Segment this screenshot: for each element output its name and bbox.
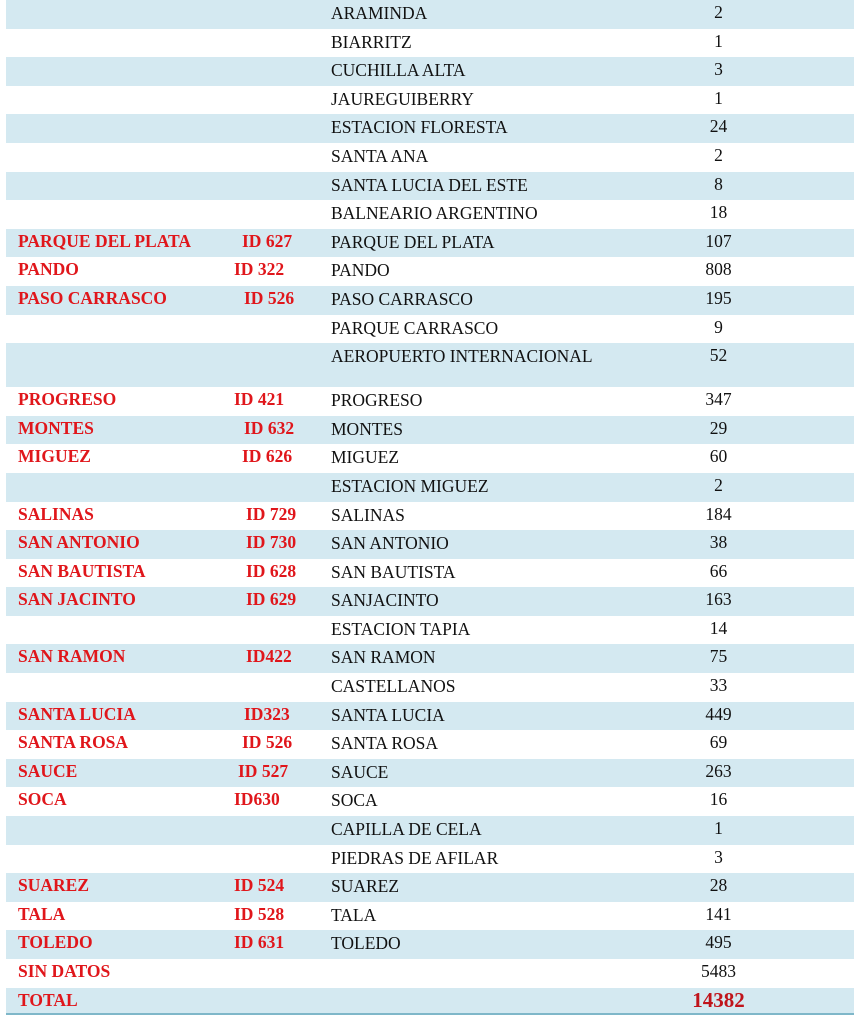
table-row: [6, 229, 854, 258]
town-name-cell: SIN DATOS: [6, 959, 222, 988]
town-id-cell: [222, 315, 318, 344]
town-name-cell: [6, 0, 222, 29]
town-id-cell: [222, 200, 318, 229]
town-name-cell: TOLEDO: [6, 930, 222, 959]
case-count-cell: 1: [683, 816, 854, 845]
case-count-cell: 1: [683, 29, 854, 58]
case-count-cell: 195: [683, 286, 854, 315]
cases-by-locality-table: [6, 0, 854, 1015]
locality-cell: MONTES: [318, 416, 683, 445]
town-id-cell: [222, 959, 318, 988]
locality-cell: PARQUE DEL PLATA: [318, 229, 683, 258]
town-name-cell: [6, 114, 222, 143]
table-row: [6, 315, 854, 344]
town-id-cell: [222, 673, 318, 702]
locality-cell: AEROPUERTO INTERNACIONAL: [318, 343, 683, 387]
locality-cell: SAN ANTONIO: [318, 530, 683, 559]
locality-cell: BIARRITZ: [318, 29, 683, 58]
table-row: [6, 114, 854, 143]
town-name-cell: PROGRESO: [6, 387, 222, 416]
town-name-cell: [6, 57, 222, 86]
case-count-cell: 9: [683, 315, 854, 344]
town-name-cell: [6, 343, 222, 387]
table-row: [6, 172, 854, 201]
case-count-cell: 2: [683, 143, 854, 172]
town-name-cell: SANTA LUCIA: [6, 702, 222, 731]
case-count-cell: 28: [683, 873, 854, 902]
town-id-cell: [222, 343, 318, 387]
town-id-cell: [222, 845, 318, 874]
case-count-cell: 2: [683, 473, 854, 502]
cases-table-container: [6, 0, 854, 1015]
town-id-cell: ID422: [222, 644, 318, 673]
case-count-cell: 24: [683, 114, 854, 143]
town-id-cell: ID630: [222, 787, 318, 816]
table-row: [6, 759, 854, 788]
table-row: [6, 787, 854, 816]
locality-cell: TALA: [318, 902, 683, 931]
town-id-cell: ID 628: [222, 559, 318, 588]
town-name-cell: SAN RAMON: [6, 644, 222, 673]
town-name-cell: SANTA ROSA: [6, 730, 222, 759]
case-count-cell: 449: [683, 702, 854, 731]
table-row: [6, 502, 854, 531]
town-name-cell: SAN JACINTO: [6, 587, 222, 616]
locality-cell: SAUCE: [318, 759, 683, 788]
locality-cell: JAUREGUIBERRY: [318, 86, 683, 115]
town-name-cell: [6, 845, 222, 874]
town-name-cell: [6, 200, 222, 229]
table-row: [6, 930, 854, 959]
case-count-cell: 8: [683, 172, 854, 201]
case-count-cell: 60: [683, 444, 854, 473]
locality-cell: ESTACION MIGUEZ: [318, 473, 683, 502]
town-name-cell: [6, 473, 222, 502]
town-name-cell: [6, 673, 222, 702]
locality-cell: CAPILLA DE CELA: [318, 816, 683, 845]
locality-cell: SAN BAUTISTA: [318, 559, 683, 588]
table-row: [6, 57, 854, 86]
case-count-cell: 52: [683, 343, 854, 387]
town-id-cell: [222, 473, 318, 502]
table-row: [6, 444, 854, 473]
locality-cell: CUCHILLA ALTA: [318, 57, 683, 86]
case-count-cell: 14: [683, 616, 854, 645]
locality-cell: TOLEDO: [318, 930, 683, 959]
case-count-cell: 5483: [683, 959, 854, 988]
town-name-cell: [6, 143, 222, 172]
total-value: 14382: [683, 988, 854, 1014]
town-name-cell: [6, 29, 222, 58]
town-name-cell: [6, 315, 222, 344]
case-count-cell: 16: [683, 787, 854, 816]
town-name-cell: [6, 616, 222, 645]
town-id-cell: ID 730: [222, 530, 318, 559]
case-count-cell: 2: [683, 0, 854, 29]
town-id-cell: ID 632: [222, 416, 318, 445]
table-row: [6, 673, 854, 702]
total-label: TOTAL: [6, 988, 222, 1014]
town-name-cell: [6, 172, 222, 201]
table-row: [6, 644, 854, 673]
table-row: [6, 387, 854, 416]
locality-cell: SANTA LUCIA DEL ESTE: [318, 172, 683, 201]
town-name-cell: MONTES: [6, 416, 222, 445]
town-id-cell: [222, 29, 318, 58]
case-count-cell: 69: [683, 730, 854, 759]
town-id-cell: ID 626: [222, 444, 318, 473]
table-row: [6, 873, 854, 902]
locality-cell: SANTA ROSA: [318, 730, 683, 759]
table-row: [6, 730, 854, 759]
locality-cell: SAN RAMON: [318, 644, 683, 673]
table-row: [6, 616, 854, 645]
locality-cell: ARAMINDA: [318, 0, 683, 29]
locality-cell: [318, 959, 683, 988]
table-row: [6, 473, 854, 502]
table-row: [6, 959, 854, 988]
town-id-cell: ID 527: [222, 759, 318, 788]
table-row: [6, 559, 854, 588]
case-count-cell: 3: [683, 845, 854, 874]
case-count-cell: 184: [683, 502, 854, 531]
town-id-cell: ID 631: [222, 930, 318, 959]
town-name-cell: TALA: [6, 902, 222, 931]
town-id-cell: ID 526: [222, 730, 318, 759]
town-id-cell: ID 627: [222, 229, 318, 258]
town-id-cell: [222, 143, 318, 172]
town-name-cell: PARQUE DEL PLATA: [6, 229, 222, 258]
case-count-cell: 75: [683, 644, 854, 673]
locality-cell: SANJACINTO: [318, 587, 683, 616]
town-id-cell: [222, 86, 318, 115]
table-row: [6, 343, 854, 387]
town-name-cell: SUAREZ: [6, 873, 222, 902]
town-id-cell: ID 729: [222, 502, 318, 531]
locality-cell: ESTACION FLORESTA: [318, 114, 683, 143]
case-count-cell: 263: [683, 759, 854, 788]
case-count-cell: 107: [683, 229, 854, 258]
town-name-cell: SAN BAUTISTA: [6, 559, 222, 588]
town-name-cell: [6, 816, 222, 845]
table-row: [6, 200, 854, 229]
locality-cell: MIGUEZ: [318, 444, 683, 473]
table-row: [6, 587, 854, 616]
table-row: [6, 416, 854, 445]
town-name-cell: [6, 86, 222, 115]
table-row: [6, 0, 854, 29]
town-id-cell: [222, 114, 318, 143]
table-row: [6, 902, 854, 931]
case-count-cell: 33: [683, 673, 854, 702]
locality-cell: PROGRESO: [318, 387, 683, 416]
town-name-cell: SAUCE: [6, 759, 222, 788]
case-count-cell: 18: [683, 200, 854, 229]
table-row: [6, 702, 854, 731]
table-row: [6, 257, 854, 286]
table-row: [6, 29, 854, 58]
town-id-cell: [222, 816, 318, 845]
locality-cell: SANTA ANA: [318, 143, 683, 172]
locality-cell: PARQUE CARRASCO: [318, 315, 683, 344]
case-count-cell: 1: [683, 86, 854, 115]
town-id-cell: ID 524: [222, 873, 318, 902]
empty-cell: [222, 988, 318, 1014]
case-count-cell: 495: [683, 930, 854, 959]
town-id-cell: ID 629: [222, 587, 318, 616]
case-count-cell: 3: [683, 57, 854, 86]
table-row: [6, 286, 854, 315]
town-id-cell: ID 421: [222, 387, 318, 416]
total-row: [6, 988, 854, 1014]
locality-cell: SOCA: [318, 787, 683, 816]
table-row: [6, 845, 854, 874]
table-row: [6, 816, 854, 845]
town-name-cell: SALINAS: [6, 502, 222, 531]
locality-cell: PASO CARRASCO: [318, 286, 683, 315]
table-row: [6, 143, 854, 172]
case-count-cell: 141: [683, 902, 854, 931]
town-id-cell: [222, 616, 318, 645]
case-count-cell: 808: [683, 257, 854, 286]
town-name-cell: MIGUEZ: [6, 444, 222, 473]
table-body: [6, 0, 854, 1014]
empty-cell: [318, 988, 683, 1014]
locality-cell: PIEDRAS DE AFILAR: [318, 845, 683, 874]
table-row: [6, 530, 854, 559]
locality-cell: CASTELLANOS: [318, 673, 683, 702]
locality-cell: ESTACION TAPIA: [318, 616, 683, 645]
case-count-cell: 29: [683, 416, 854, 445]
town-id-cell: [222, 57, 318, 86]
town-name-cell: SOCA: [6, 787, 222, 816]
case-count-cell: 38: [683, 530, 854, 559]
locality-cell: SALINAS: [318, 502, 683, 531]
locality-cell: BALNEARIO ARGENTINO: [318, 200, 683, 229]
locality-cell: PANDO: [318, 257, 683, 286]
town-id-cell: ID 526: [222, 286, 318, 315]
case-count-cell: 347: [683, 387, 854, 416]
town-name-cell: PASO CARRASCO: [6, 286, 222, 315]
town-id-cell: [222, 172, 318, 201]
locality-cell: SANTA LUCIA: [318, 702, 683, 731]
town-name-cell: SAN ANTONIO: [6, 530, 222, 559]
table-row: [6, 86, 854, 115]
town-name-cell: PANDO: [6, 257, 222, 286]
town-id-cell: ID323: [222, 702, 318, 731]
town-id-cell: [222, 0, 318, 29]
locality-cell: SUAREZ: [318, 873, 683, 902]
town-id-cell: ID 322: [222, 257, 318, 286]
town-id-cell: ID 528: [222, 902, 318, 931]
case-count-cell: 66: [683, 559, 854, 588]
case-count-cell: 163: [683, 587, 854, 616]
